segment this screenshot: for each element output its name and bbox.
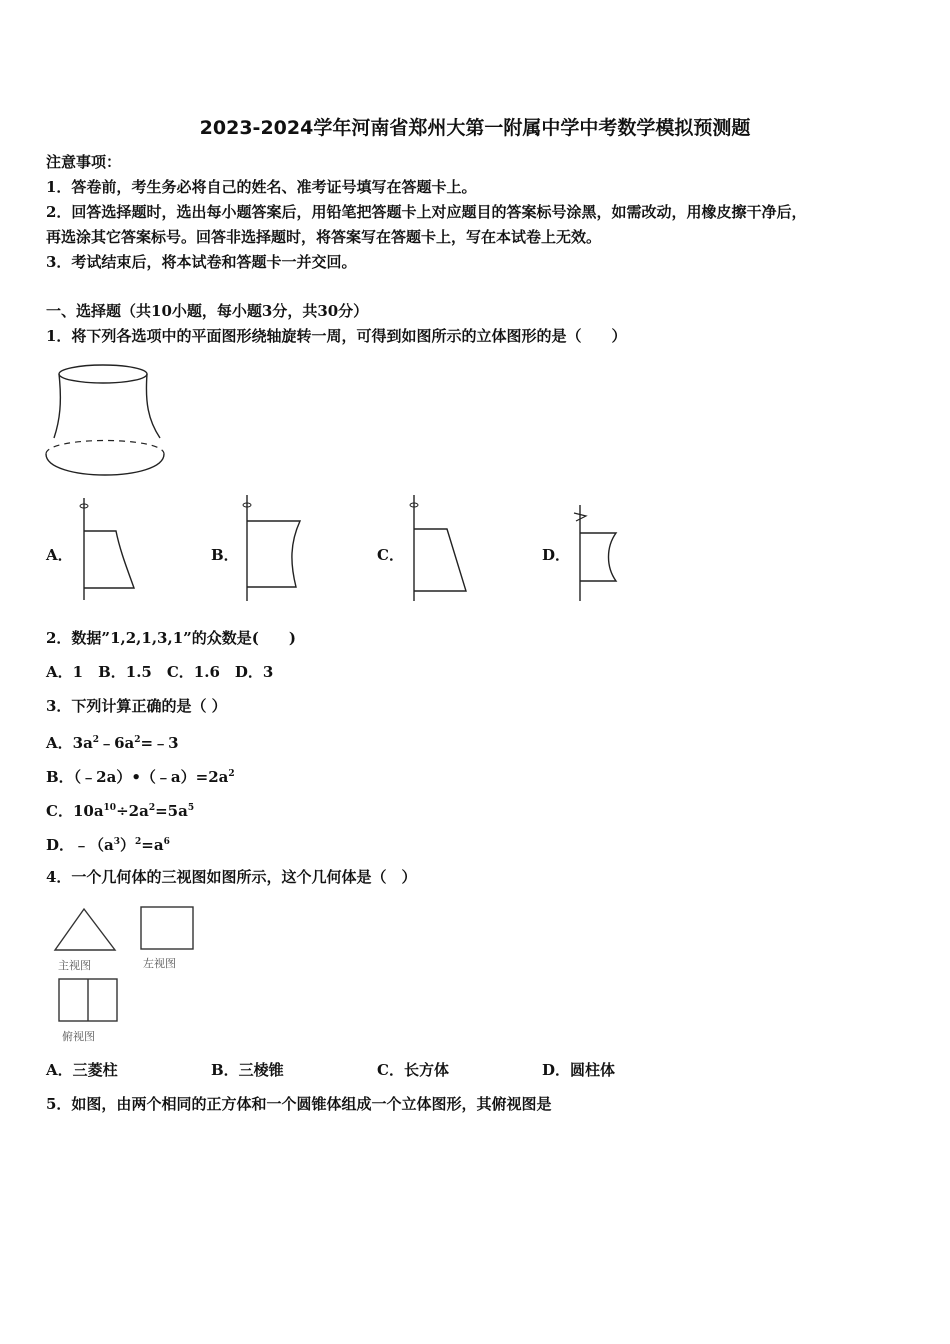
q3-a-sup: 2 [134,735,141,745]
q3-d-part: D．﹣（a [46,836,114,854]
q4-option-c: C．长方体 [377,1061,449,1079]
q4-option-d: D．圆柱体 [542,1061,616,1079]
notes-heading: 注意事项： [46,153,122,171]
q1-option-d-figure [570,503,630,603]
q4-option-a: A．三菱柱 [46,1061,118,1079]
section-heading: 一、选择题（共10小题，每小题3分，共30分） [46,302,369,320]
q3-c-part: C．10a [46,802,104,820]
q3-option-b [46,764,235,787]
q3-a-part: ﹣6a [99,734,135,752]
q4-top-view [56,976,120,1024]
q3-c-sup: 5 [187,803,195,813]
q3-d-part: ） [120,836,136,854]
note-1: 1．答卷前，考生务必将自己的姓名、准考证号填写在答题卡上。 [46,178,477,196]
q1-solid-figure [44,362,168,480]
q1-option-b-label: B． [211,546,239,564]
q1-option-d-label: D． [542,546,571,564]
q3-d-part: =a [141,836,164,854]
page-title: 2023-2024学年河南省郑州大第一附属中学中考数学模拟预测题 [199,117,751,139]
q1-option-c-label: C． [377,546,404,564]
q3-d-sup: 2 [135,837,142,847]
q3-b-sup: 2 [228,769,235,779]
question-3-stem: 3．下列计算正确的是（ ） [46,697,227,715]
q1-option-a-label: A． [46,546,73,564]
note-3: 3．考试结束后，将本试卷和答题卡一并交回。 [46,253,357,271]
q3-a-part: A．3a [46,734,93,752]
q4-front-view [52,906,118,954]
q3-c-sup: 2 [148,803,156,813]
q3-c-part: =5a [155,802,188,820]
q3-c-sup: 10 [103,803,117,813]
q3-option-d [46,832,170,855]
note-2-cont: 再选涂其它答案标号。回答非选择题时，将答案写在答题卡上，写在本试卷上无效。 [46,228,602,246]
q4-top-view-label: 俯视图 [62,1030,95,1043]
q1-option-b-figure [238,493,308,603]
q4-side-view-label: 左视图 [143,957,176,970]
q4-side-view [138,904,196,952]
q3-d-sup: 6 [163,837,170,847]
q3-a-part: =﹣3 [140,734,179,752]
q1-option-c-figure [404,493,474,603]
q4-option-b: B．三棱锥 [211,1061,284,1079]
question-2-options: A．1 B．1.5 C．1.6 D．3 [46,663,274,681]
q3-a-sup: 2 [92,735,100,745]
q4-front-view-label: 主视图 [58,959,91,972]
note-2: 2．回答选择题时，选出每小题答案后，用铅笔把答题卡上对应题目的答案标号涂黑，如需改动，用橡皮擦干净后， [46,203,807,221]
question-5-stem: 5．如图，由两个相同的正方体和一个圆锥体组成一个立体图形，其俯视图是 [46,1095,552,1113]
q1-option-a-figure [76,496,146,602]
question-2-stem: 2．数据”1,2,1,3,1”的众数是( ) [46,629,296,647]
q3-option-a [46,730,179,753]
q3-b-part: B．（﹣2a）•（﹣a）=2a [46,768,229,786]
q3-option-c [46,798,194,821]
q3-c-part: ÷2a [116,802,149,820]
question-4-stem: 4．一个几何体的三视图如图所示，这个几何体是（ ） [46,868,417,886]
q3-d-sup: 3 [113,837,120,847]
question-1-stem: 1．将下列各选项中的平面图形绕轴旋转一周，可得到如图所示的立体图形的是（ ） [46,327,627,345]
